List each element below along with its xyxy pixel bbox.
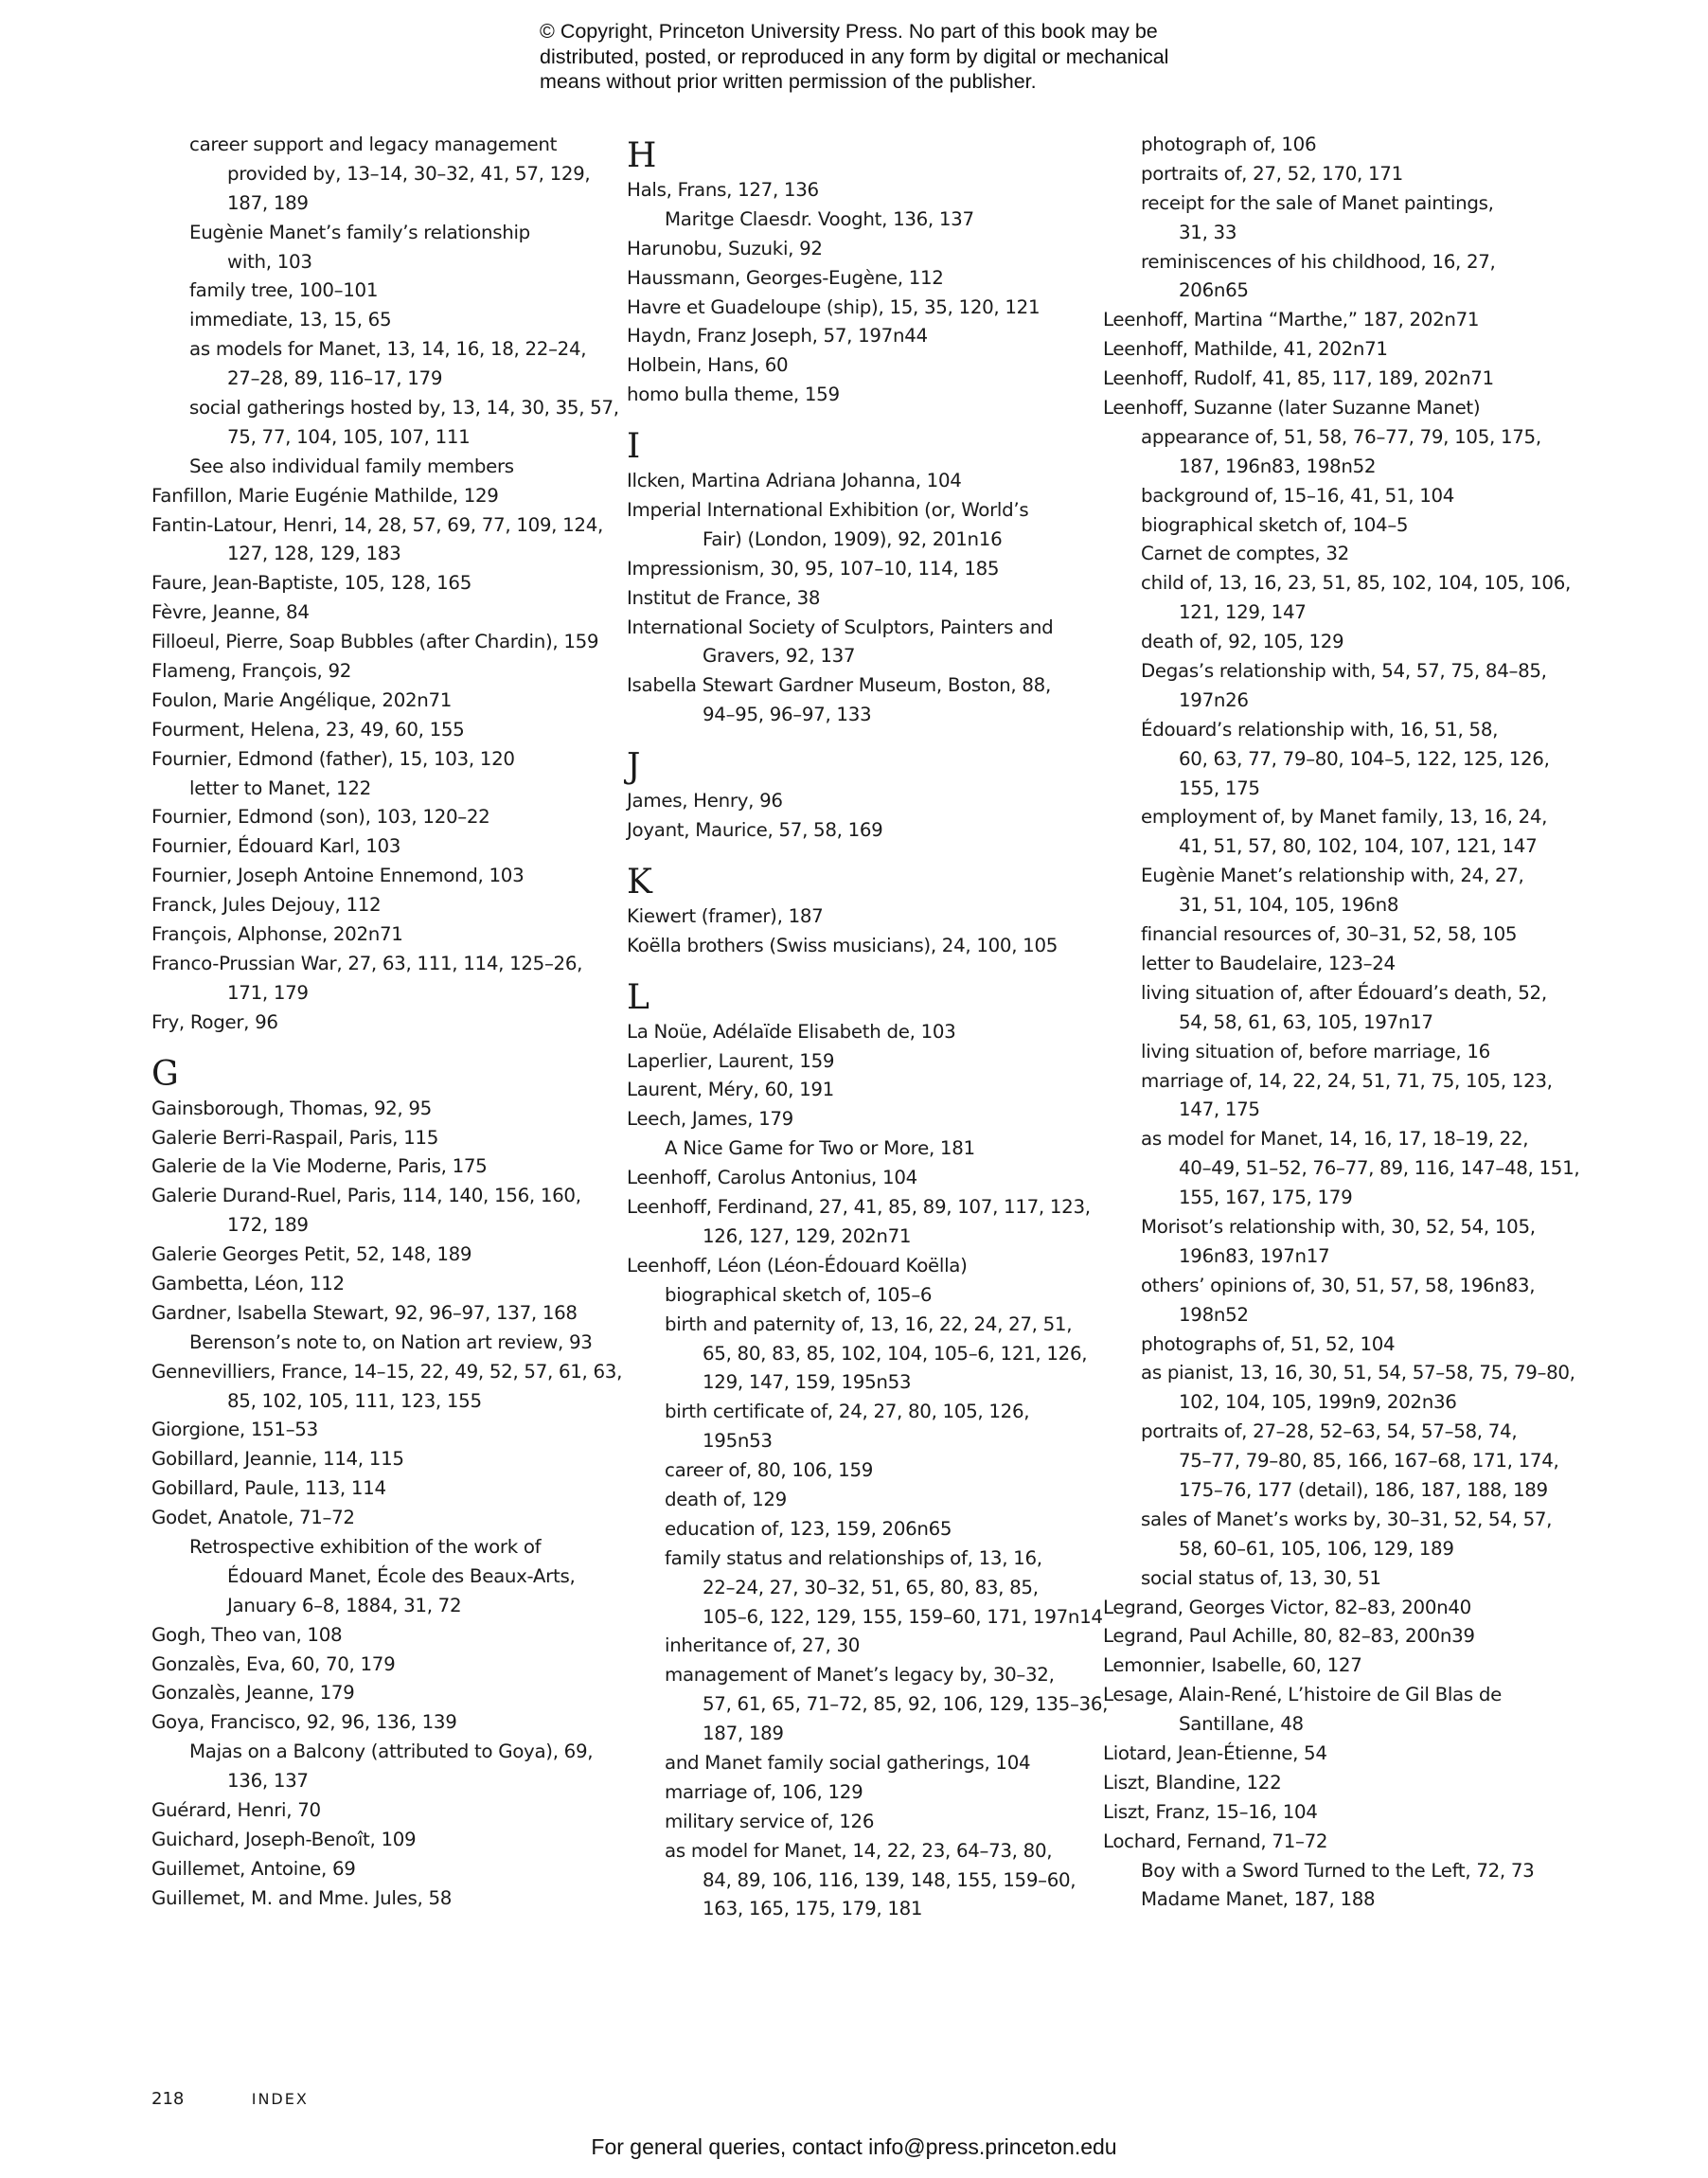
index-subentry: Édouard Manet, École des Beaux-Arts,: [227, 1564, 576, 1587]
index-entry: Giorgione, 151–53: [151, 1419, 318, 1441]
index-subentry: 187, 189: [703, 1723, 784, 1745]
index-subentry: Carnet de comptes, 32: [1141, 543, 1349, 565]
index-subentry: education of, 123, 159, 206n65: [665, 1517, 952, 1540]
index-subentry: family status and relationships of, 13, 16,: [665, 1546, 1042, 1569]
index-entry: Faure, Jean-Baptiste, 105, 128, 165: [151, 572, 471, 595]
index-subentry: Majas on a Balcony (attributed to Goya), 69,: [189, 1741, 594, 1763]
index-subentry: photographs of, 51, 52, 104: [1141, 1332, 1396, 1355]
section-label: INDEX: [251, 2090, 309, 2108]
index-subentry: inheritance of, 27, 30: [665, 1634, 861, 1657]
index-entry: Fournier, Edmond (father), 15, 103, 120: [151, 747, 515, 770]
index-subentry: photograph of, 106: [1141, 134, 1317, 155]
index-entry: Gobillard, Jeannie, 114, 115: [151, 1448, 404, 1471]
index-entry: Leech, James, 179: [627, 1108, 793, 1131]
index-subentry: 163, 165, 175, 179, 181: [703, 1898, 923, 1920]
index-entry: Liszt, Blandine, 122: [1103, 1771, 1282, 1794]
index-subentry: Maritge Claesdr. Vooght, 136, 137: [665, 207, 974, 230]
index-entry: Gainsborough, Thomas, 92, 95: [151, 1097, 432, 1119]
index-letter-heading: L: [627, 977, 649, 1017]
index-entry: Godet, Anatole, 71–72: [151, 1507, 355, 1529]
index-subentry: January 6–8, 1884, 31, 72: [227, 1594, 462, 1616]
index-letter-heading: I: [627, 427, 641, 467]
index-entry: Guillemet, M. and Mme. Jules, 58: [151, 1886, 453, 1909]
index-subentry: 58, 60–61, 105, 106, 129, 189: [1179, 1537, 1454, 1560]
index-subentry: 54, 58, 61, 63, 105, 197n17: [1179, 1010, 1433, 1033]
index-subentry: as pianist, 13, 16, 30, 51, 54, 57–58, 75, 79–80,: [1141, 1362, 1575, 1384]
index-entry: Gennevilliers, France, 14–15, 22, 49, 52, 57, 61, 63,: [151, 1360, 623, 1383]
index-entry: Legrand, Paul Achille, 80, 82–83, 200n39: [1103, 1625, 1475, 1648]
index-entry: Laperlier, Laurent, 159: [627, 1049, 835, 1072]
index-subentry: 147, 175: [1179, 1098, 1260, 1121]
index-entry: Gogh, Theo van, 108: [151, 1623, 343, 1646]
index-entry: Fantin-Latour, Henri, 14, 28, 57, 69, 77, 109, 124,: [151, 513, 603, 536]
index-entry: Hals, Frans, 127, 136: [627, 179, 819, 201]
index-letter-heading: J: [627, 747, 641, 787]
index-subentry: 102, 104, 105, 199n9, 202n36: [1179, 1391, 1457, 1414]
index-entry: Legrand, Georges Victor, 82–83, 200n40: [1103, 1596, 1471, 1618]
index-subentry: marriage of, 14, 22, 24, 51, 71, 75, 105, 123,: [1141, 1069, 1553, 1092]
index-entry: Leenhoff, Suzanne (later Suzanne Manet): [1103, 397, 1481, 420]
index-entry: Isabella Stewart Gardner Museum, Boston, 88,: [627, 674, 1051, 697]
index-entry: Fry, Roger, 96: [151, 1010, 278, 1033]
index-subentry: 198n52: [1179, 1303, 1249, 1326]
index-column-3: [1103, 131, 1580, 1915]
index-entry: Guillemet, Antoine, 69: [151, 1857, 356, 1880]
index-subentry: Gravers, 92, 137: [703, 645, 856, 668]
index-entry: Leenhoff, Rudolf, 41, 85, 117, 189, 202n71: [1103, 367, 1494, 390]
index-entry: Haussmann, Georges-Eugène, 112: [627, 266, 944, 289]
index-entry: Fèvre, Jeanne, 84: [151, 601, 310, 624]
copyright-line: distributed, posted, or reproduced in any form by digital or mechanical: [540, 45, 1169, 68]
index-entry: Fourment, Helena, 23, 49, 60, 155: [151, 718, 465, 741]
index-entry: Havre et Guadeloupe (ship), 15, 35, 120, 121: [627, 295, 1041, 318]
copyright-line: © Copyright, Princeton University Press. No part of this book may be: [540, 20, 1158, 43]
index-entry: Fanfillon, Marie Eugénie Mathilde, 129: [151, 484, 499, 507]
index-entry: Kiewert (framer), 187: [627, 904, 824, 927]
index-subentry: 94–95, 96–97, 133: [703, 704, 872, 726]
index-subentry: as model for Manet, 14, 22, 23, 64–73, 80,: [665, 1839, 1053, 1862]
index-subentry: 40–49, 51–52, 76–77, 89, 116, 147–48, 151,: [1179, 1157, 1580, 1180]
index-entry: Gonzalès, Jeanne, 179: [151, 1682, 355, 1705]
index-subentry: 136, 137: [227, 1770, 309, 1793]
index-subentry: 171, 179: [227, 981, 309, 1004]
index-subentry: receipt for the sale of Manet paintings,: [1141, 191, 1494, 214]
index-subentry: social status of, 13, 30, 51: [1141, 1566, 1381, 1589]
index-subentry: 121, 129, 147: [1179, 601, 1307, 624]
index-subentry: Morisot’s relationship with, 30, 52, 54, 105,: [1141, 1215, 1536, 1238]
index-subentry: 187, 189: [227, 191, 309, 214]
index-subentry: 65, 80, 83, 85, 102, 104, 105–6, 121, 126,: [703, 1342, 1088, 1365]
index-subentry: appearance of, 51, 58, 76–77, 79, 105, 175,: [1141, 425, 1541, 448]
index-subentry: reminiscences of his childhood, 16, 27,: [1141, 250, 1496, 273]
index-subentry: 197n26: [1179, 688, 1249, 711]
index-subentry: 84, 89, 106, 116, 139, 148, 155, 159–60,: [703, 1868, 1076, 1891]
index-subentry: and Manet family social gatherings, 104: [665, 1751, 1031, 1774]
index-subentry: biographical sketch of, 105–6: [665, 1283, 933, 1306]
index-subentry: 22–24, 27, 30–32, 51, 65, 80, 83, 85,: [703, 1576, 1039, 1598]
index-entry: Guichard, Joseph-Benoît, 109: [151, 1828, 417, 1850]
index-subentry: 127, 128, 129, 183: [227, 543, 401, 565]
index-subentry: 85, 102, 105, 111, 123, 155: [227, 1389, 482, 1412]
index-subentry: provided by, 13–14, 30–32, 41, 57, 129,: [227, 162, 591, 185]
index-subentry: 206n65: [1179, 279, 1249, 302]
index-subentry: 155, 175: [1179, 777, 1260, 799]
index-entry: Franck, Jules Dejouy, 112: [151, 894, 382, 917]
index-entry: Leenhoff, Léon (Léon-Édouard Koëlla): [627, 1254, 968, 1276]
index-entry: La Noüe, Adélaïde Elisabeth de, 103: [627, 1020, 956, 1043]
index-subentry: 155, 167, 175, 179: [1179, 1187, 1353, 1209]
index-entry: Gonzalès, Eva, 60, 70, 179: [151, 1652, 396, 1675]
index-subentry: Retrospective exhibition of the work of: [189, 1535, 542, 1558]
index-entry: Institut de France, 38: [627, 586, 821, 609]
index-subentry: Santillane, 48: [1179, 1713, 1304, 1736]
index-entry: Laurent, Méry, 60, 191: [627, 1079, 834, 1101]
index-letter-heading: G: [151, 1054, 179, 1094]
index-entry: François, Alphonse, 202n71: [151, 923, 403, 946]
index-entry: Guérard, Henri, 70: [151, 1798, 321, 1821]
index-entry: Harunobu, Suzuki, 92: [627, 237, 823, 259]
index-entry: Gobillard, Paule, 113, 114: [151, 1477, 386, 1500]
index-subentry: 195n53: [703, 1430, 773, 1453]
index-subentry: death of, 92, 105, 129: [1141, 631, 1344, 653]
index-subentry: See also individual family members: [189, 455, 514, 477]
index-subentry: 105–6, 122, 129, 155, 159–60, 171, 197n14: [703, 1605, 1103, 1628]
index-entry: Ilcken, Martina Adriana Johanna, 104: [627, 470, 962, 492]
index-subentry: Édouard’s relationship with, 16, 51, 58,: [1141, 718, 1499, 741]
index-entry: Galerie de la Vie Moderne, Paris, 175: [151, 1155, 488, 1178]
index-subentry: Berenson’s note to, on Nation art review, 93: [189, 1330, 593, 1353]
index-entry: Lemonnier, Isabelle, 60, 127: [1103, 1654, 1362, 1677]
index-subentry: portraits of, 27–28, 52–63, 54, 57–58, 74,: [1141, 1420, 1518, 1443]
index-entry: Joyant, Maurice, 57, 58, 169: [627, 819, 883, 842]
index-subentry: letter to Baudelaire, 123–24: [1141, 952, 1396, 974]
index-subentry: 31, 51, 104, 105, 196n8: [1179, 894, 1399, 917]
index-letter-heading: H: [627, 136, 657, 175]
index-subentry: Eugènie Manet’s family’s relationship: [189, 221, 530, 243]
index-subentry: background of, 15–16, 41, 51, 104: [1141, 484, 1455, 507]
index-entry: Flameng, François, 92: [151, 660, 352, 683]
index-entry: James, Henry, 96: [627, 790, 783, 812]
index-subentry: career of, 80, 106, 159: [665, 1459, 874, 1482]
index-subentry: sales of Manet’s works by, 30–31, 52, 54, 57,: [1141, 1508, 1553, 1530]
index-subentry: immediate, 13, 15, 65: [189, 309, 392, 331]
index-subentry: birth certificate of, 24, 27, 80, 105, 126,: [665, 1401, 1030, 1423]
index-entry: Gardner, Isabella Stewart, 92, 96–97, 137, 168: [151, 1301, 578, 1324]
index-subentry: military service of, 126: [665, 1810, 875, 1832]
index-column-2: [627, 131, 1109, 1924]
index-subentry: 175–76, 177 (detail), 186, 187, 188, 189: [1179, 1478, 1548, 1501]
index-entry: Gambetta, Léon, 112: [151, 1272, 345, 1294]
index-column-1: [151, 131, 623, 1914]
index-entry: Goya, Francisco, 92, 96, 136, 139: [151, 1711, 457, 1734]
index-subentry: death of, 129: [665, 1488, 787, 1510]
page-footer: [151, 2089, 309, 2109]
index-subentry: as models for Manet, 13, 14, 16, 18, 22–24,: [189, 338, 587, 361]
index-entry: Leenhoff, Ferdinand, 27, 41, 85, 89, 107, 117, 123,: [627, 1196, 1091, 1219]
index-entry: Foulon, Marie Angélique, 202n71: [151, 688, 453, 711]
index-entry: Haydn, Franz Joseph, 57, 197n44: [627, 325, 928, 348]
index-entry: Fournier, Joseph Antoine Ennemond, 103: [151, 865, 525, 887]
index-entry: Leenhoff, Carolus Antonius, 104: [627, 1167, 917, 1189]
index-subentry: 31, 33: [1179, 221, 1237, 243]
index-subentry: letter to Manet, 122: [189, 777, 371, 799]
index-entry: Galerie Berri-Raspail, Paris, 115: [151, 1126, 439, 1149]
index-subentry: financial resources of, 30–31, 52, 58, 105: [1141, 923, 1518, 946]
index-subentry: Fair) (London, 1909), 92, 201n16: [703, 527, 1003, 550]
index-entry: Fournier, Edmond (son), 103, 120–22: [151, 806, 490, 829]
index-entry: Franco-Prussian War, 27, 63, 111, 114, 125–26,: [151, 952, 583, 974]
index-entry: Leenhoff, Mathilde, 41, 202n71: [1103, 338, 1388, 361]
index-subentry: 60, 63, 77, 79–80, 104–5, 122, 125, 126,: [1179, 747, 1550, 770]
index-subentry: 172, 189: [227, 1214, 309, 1237]
index-subentry: 187, 196n83, 198n52: [1179, 455, 1377, 477]
copyright-notice: [540, 19, 1221, 95]
index-subentry: career support and legacy management: [189, 134, 558, 155]
index-entry: Liszt, Franz, 15–16, 104: [1103, 1800, 1318, 1823]
index-entry: Filloeul, Pierre, Soap Bubbles (after Chardin), 159: [151, 631, 599, 653]
index-subentry: Degas’s relationship with, 54, 57, 75, 84–85,: [1141, 660, 1547, 683]
index-entry: Lesage, Alain-René, L’histoire de Gil Blas de: [1103, 1684, 1502, 1706]
index-entry: Holbein, Hans, 60: [627, 354, 789, 377]
index-subentry: marriage of, 106, 129: [665, 1780, 863, 1803]
index-entry: Koëlla brothers (Swiss musicians), 24, 100, 105: [627, 934, 1059, 956]
index-subentry: others’ opinions of, 30, 51, 57, 58, 196n83,: [1141, 1274, 1536, 1296]
index-subentry: 41, 51, 57, 80, 102, 104, 107, 121, 147: [1179, 835, 1538, 858]
index-subentry: biographical sketch of, 104–5: [1141, 513, 1409, 536]
index-subentry: 196n83, 197n17: [1179, 1244, 1330, 1267]
index-subentry: as model for Manet, 14, 16, 17, 18–19, 22,: [1141, 1128, 1529, 1151]
index-subentry: portraits of, 27, 52, 170, 171: [1141, 162, 1403, 185]
index-subentry: 129, 147, 159, 195n53: [703, 1371, 912, 1394]
index-entry: International Society of Sculptors, Painters and: [627, 616, 1054, 638]
page-number: 218: [151, 2089, 185, 2109]
index-subentry: with, 103: [227, 250, 312, 273]
index-subentry: Madame Manet, 187, 188: [1141, 1888, 1376, 1911]
copyright-line: means without prior written permission of the publisher.: [540, 70, 1037, 93]
index-subentry: Boy with a Sword Turned to the Left, 72, 73: [1141, 1859, 1535, 1882]
index-entry: homo bulla theme, 159: [627, 384, 840, 406]
index-entry: Fournier, Édouard Karl, 103: [151, 835, 401, 858]
index-subentry: management of Manet’s legacy by, 30–32,: [665, 1664, 1055, 1687]
index-subentry: family tree, 100–101: [189, 279, 379, 302]
index-entry: Imperial International Exhibition (or, World’s: [627, 499, 1029, 522]
index-subentry: 27–28, 89, 116–17, 179: [227, 367, 443, 390]
index-subentry: 57, 61, 65, 71–72, 85, 92, 106, 129, 135–36,: [703, 1693, 1109, 1716]
index-entry: Lochard, Fernand, 71–72: [1103, 1830, 1328, 1852]
index-subentry: 126, 127, 129, 202n71: [703, 1224, 912, 1247]
index-entry: Liotard, Jean-Étienne, 54: [1103, 1741, 1327, 1764]
contact-line: For general queries, contact info@press.princeton.edu: [591, 2134, 1117, 2159]
index-subentry: living situation of, after Édouard’s death, 52,: [1141, 981, 1547, 1004]
index-entry: Impressionism, 30, 95, 107–10, 114, 185: [627, 557, 1000, 580]
index-entry: Leenhoff, Martina “Marthe,” 187, 202n71: [1103, 309, 1480, 331]
index-subentry: A Nice Game for Two or More, 181: [665, 1137, 975, 1160]
index-entry: Galerie Georges Petit, 52, 148, 189: [151, 1243, 472, 1266]
index-subentry: 75, 77, 104, 105, 107, 111: [227, 425, 471, 448]
index-letter-heading: K: [627, 862, 652, 902]
index-subentry: Eugènie Manet’s relationship with, 24, 27,: [1141, 865, 1524, 887]
index-subentry: living situation of, before marriage, 16: [1141, 1040, 1490, 1062]
index-subentry: 75–77, 79–80, 85, 166, 167–68, 171, 174,: [1179, 1450, 1559, 1473]
index-subentry: employment of, by Manet family, 13, 16, 24,: [1141, 806, 1548, 829]
index-subentry: child of, 13, 16, 23, 51, 85, 102, 104, 105, 106,: [1141, 572, 1571, 595]
index-entry: Galerie Durand-Ruel, Paris, 114, 140, 156, 160,: [151, 1185, 581, 1207]
index-subentry: birth and paternity of, 13, 16, 22, 24, 27, 51,: [665, 1312, 1073, 1335]
index-subentry: social gatherings hosted by, 13, 14, 30, 35, 57,: [189, 397, 619, 420]
